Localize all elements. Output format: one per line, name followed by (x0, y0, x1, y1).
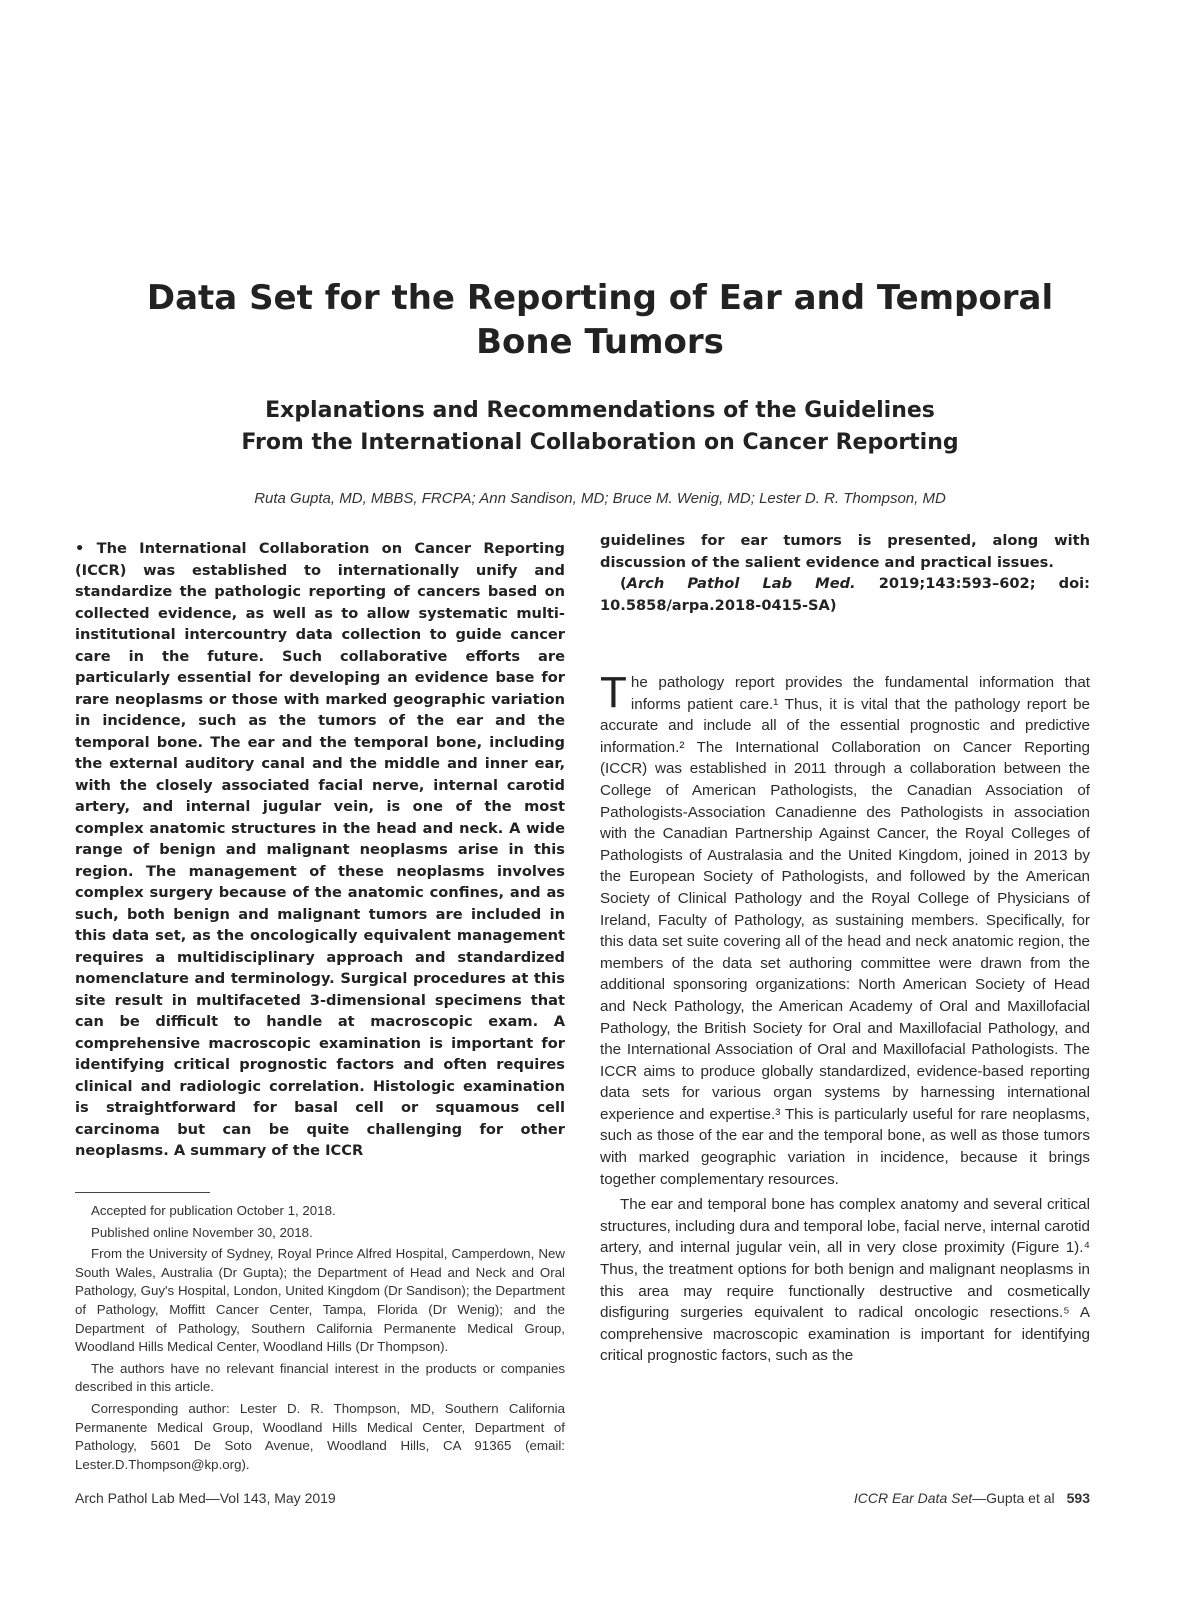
footnote-affiliations: From the University of Sydney, Royal Prince Alfred Hospital, Camperdown, New South Wales, Australia (Dr Gupta); the Department of Head and Neck and Oral Pathology, Guy's Hospital, London, United Kingdom (Dr Sandison); the Department of Pathology, Moffitt Cancer Center, Tampa, Florida (Dr Wenig); and the Department of Pathology, Southern California Permanente Medical Group, Woodland Hills Medical Center, Woodland Hills (Dr Thompson). (75, 1246, 565, 1355)
abstract-continuation-text: guidelines for ear tumors is presented, along with discussion of the salient evidence and practical issues. (600, 532, 1090, 571)
abstract-citation (600, 573, 1090, 616)
author-list: Ruta Gupta, MD, MBBS, FRCPA; Ann Sandison, MD; Bruce M. Wenig, MD; Lester D. R. Thompson, MD (254, 490, 946, 507)
footnote-published: Published online November 30, 2018. (91, 1224, 313, 1240)
footnote-divider (75, 1192, 210, 1193)
drop-cap: T (600, 668, 627, 717)
footer-authors: —Gupta et al (972, 1490, 1055, 1506)
footnotes (75, 1202, 565, 1477)
footer-short-title: ICCR Ear Data Set (853, 1490, 973, 1506)
subtitle-line-1: Explanations and Recommendations of the Guidelines (265, 398, 935, 423)
body-text (600, 668, 1090, 1371)
title-line-2: Bone Tumors (476, 322, 724, 362)
body-paragraph-1 (600, 668, 1090, 1190)
page-number: 593 (1066, 1490, 1090, 1506)
abstract-text: • The International Collaboration on Cancer Reporting (ICCR) was established to internationally unify and standardize the pathologic reporting of cancers based on collected evidence, as well as to allow systematic multi-institutional intercountry data collection to guide cancer care in the future. Such collaborative efforts are particularly essential for developing an evidence base for rare neoplasms or those with marked geographic variation in incidence, such as the tumors of the ear and the temporal bone. The ear and the temporal bone, including the external auditory canal and the middle and inner ear, with the closely associated facial nerve, internal carotid artery, and internal jugular vein, is one of the most complex anatomic structures in the head and neck. A wide range of benign and malignant neoplasms arise in this region. The management of these neoplasms involves complex surgery because of the anatomic confines, and as such, both benign and malignant tumors are included in this data set, as the oncologically equivalent management requires a multidisciplinary approach and standardized nomenclature and terminology. Surgical procedures at this site result in multifaceted 3-dimensional specimens that can be difficult to handle at macroscopic exam. A comprehensive macroscopic examination is important for identifying critical prognostic factors and often requires clinical and radiologic correlation. Histologic examination is straightforward for basal cell or squamous cell carcinoma but can be quite challenging for other neoplasms. A summary of the ICCR (75, 540, 565, 1159)
body-paragraph-2: The ear and temporal bone has complex anatomy and several critical structures, including dura and temporal lobe, facial nerve, internal carotid artery, and internal jugular vein, all in very close proximity (Figure 1).⁴ Thus, the treatment options for both benign and malignant neoplasms in this area may require functionally destructive and cosmetically disfiguring surgeries equivalent to radical oncologic resections.⁵ A comprehensive macroscopic examination is important for identifying critical prognostic factors, such as the (600, 1196, 1090, 1365)
abstract-continuation (600, 530, 1090, 616)
subtitle-line-2: From the International Collaboration on Cancer Reporting (241, 430, 959, 455)
citation-journal: Arch Pathol Lab Med. (626, 575, 856, 592)
citation-open-paren: ( (620, 575, 627, 592)
title-line-1: Data Set for the Reporting of Ear and Temporal (146, 278, 1054, 318)
footnote-disclosure: The authors have no relevant financial interest in the products or companies described in this article. (75, 1360, 565, 1395)
running-footer-short-title (854, 1490, 1090, 1506)
article-subtitle (60, 395, 1140, 459)
footnote-accepted: Accepted for publication October 1, 2018. (91, 1203, 336, 1218)
body-paragraph-1-text: he pathology report provides the fundamental information that informs patient care.¹ Thus, it is vital that the pathology report be accurate and include all of the essential prognostic and predictive information.² The International Collaboration on Cancer Reporting (ICCR) was established in 2011 through a collaboration between the College of American Pathologists, the Canadian Association of Pathologists-Association Canadienne des Pathologists in association with the Canadian Partnership Against Cancer, the Royal Colleges of Pathologists of Australasia and the United Kingdom, joined in 2013 by the European Society of Pathologists, and followed by the American Society of Clinical Pathology and the Royal College of Physicians of Ireland, Faculty of Pathology, as sustaining members. Specifically, for this data set suite covering all of the head and neck anatomic region, the members of the data set authoring committee were drawn from the additional sponsoring organizations: North American Society of Head and Neck Pathology, the American Academy of Oral and Maxillofacial Pathology, the British Society for Oral and Maxillofacial Pathology, and the International Association of Oral and Maxillofacial Pathologists. The ICCR aims to produce globally standardized, evidence-based reporting data sets for various organ systems by harnessing international experience and expertise.³ This is particularly useful for rare neoplasms, such as those of the ear and the temporal bone, as well as those tumors with marked geographic variation in incidence, because it brings together complementary resources. (600, 674, 1090, 1188)
running-footer-journal: Arch Pathol Lab Med—Vol 143, May 2019 (75, 1490, 336, 1506)
article-title (60, 276, 1140, 364)
citation-details: 2019;143:593–602; doi: 10.5858/arpa.2018-0415-SA) (600, 575, 1090, 614)
footnote-corresponding-author: Corresponding author: Lester D. R. Thompson, MD, Southern California Permanente Medical Group, Woodland Hills Medical Center, Department of Pathology, 5601 De Soto Avenue, Woodland Hills, CA 91365 (email: Lester.D.Thompson@kp.org). (75, 1400, 565, 1472)
